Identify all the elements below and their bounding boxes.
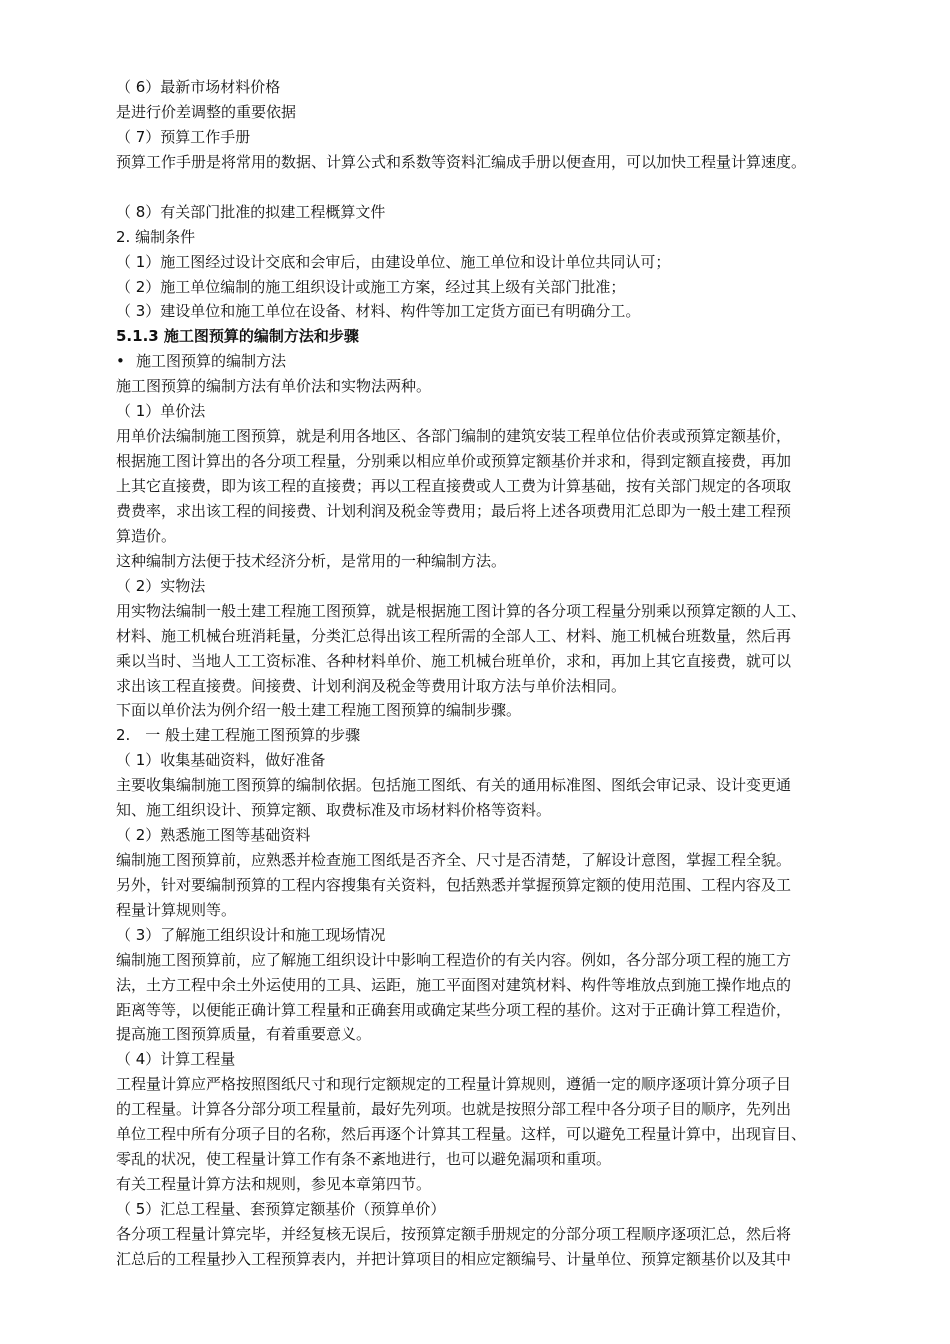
text-line: 下面以单价法为例介绍一般土建工程施工图预算的编制步骤。 (116, 701, 522, 719)
text-line: 上其它直接费，即为该工程的直接费；再以工程直接费或人工费为计算基础，按有关部门规定的各项取 (116, 477, 792, 495)
text-line: （ 8）有关部门批准的拟建工程概算文件 (116, 203, 386, 221)
text-line: 知、施工组织设计、预算定额、取费标准及市场材料价格等资料。 (116, 801, 552, 819)
text-line: 编制施工图预算前，应了解施工组织设计中影响工程造价的有关内容。例如，各分部分项工程的施工方 (116, 951, 792, 969)
text-line: 各分项工程量计算完毕，并经复核无误后，按预算定额手册规定的分部分项工程顺序逐项汇总，然后将 (116, 1225, 792, 1243)
text-line: 单位工程中所有分项子目的名称，然后再逐个计算其工程量。这样，可以避免工程量计算中，出现盲目、 (116, 1125, 807, 1143)
text-line: 材料、施工机械台班消耗量，分类汇总得出该工程所需的全部人工、材料、施工机械台班数量，然后再 (116, 627, 792, 645)
bullet-item (116, 351, 286, 371)
text-line: 另外，针对要编制预算的工程内容搜集有关资料，包括熟悉并掌握预算定额的使用范围、工程内容及工 (116, 876, 792, 894)
text-line: 主要收集编制施工图预算的编制依据。包括施工图纸、有关的通用标准图、图纸会审记录、设计变更通 (116, 776, 792, 794)
text-line: 距离等等，以便能正确计算工程量和正确套用或确定某些分项工程的基价。这对于正确计算工程造价， (116, 1001, 792, 1019)
text-line: （ 1）单价法 (116, 402, 206, 420)
text-line: （ 2）实物法 (116, 577, 206, 595)
text-line: 程量计算规则等。 (116, 901, 237, 919)
text-line: （ 3）建设单位和施工单位在设备、材料、构件等加工定货方面已有明确分工。 (116, 302, 641, 320)
text-line: （ 1）施工图经过设计交底和会审后，由建设单位、施工单位和设计单位共同认可； (116, 253, 671, 271)
text-line: （ 3）了解施工组织设计和施工现场情况 (116, 926, 386, 944)
text-line: （ 2）熟悉施工图等基础资料 (116, 826, 311, 844)
text-line: 求出该工程直接费。间接费、计划利润及税金等费用计取方法与单价法相同。 (116, 677, 627, 695)
text-line: 2. 一 般土建工程施工图预算的步骤 (116, 726, 361, 744)
text-line: 根据施工图计算出的各分项工程量，分别乘以相应单价或预算定额基价并求和，得到定额直接费，再加 (116, 452, 792, 470)
text-line: 是进行价差调整的重要依据 (116, 103, 297, 121)
text-line: （ 5）汇总工程量、套预算定额基价（预算单价） (116, 1200, 446, 1218)
text-line: 费费率，求出该工程的间接费、计划利润及税金等费用；最后将上述各项费用汇总即为一般土建工程预 (116, 502, 792, 520)
text-line: 汇总后的工程量抄入工程预算表内，并把计算项目的相应定额编号、计量单位、预算定额基价以及其中 (116, 1250, 792, 1268)
text-line: 乘以当时、当地人工工资标准、各种材料单价、施工机械台班单价，求和，再加上其它直接费，就可以 (116, 652, 792, 670)
text-line: （ 6）最新市场材料价格 (116, 78, 281, 96)
text-line: （ 1）收集基础资料，做好准备 (116, 751, 326, 769)
text-line: 预算工作手册是将常用的数据、计算公式和系数等资料汇编成手册以便查用，可以加快工程量计算速度。 (116, 153, 807, 171)
text-line: （ 7）预算工作手册 (116, 128, 251, 146)
text-line: 的工程量。计算各分部分项工程量前，最好先列项。也就是按照分部工程中各分项子目的顺序，先列出 (116, 1100, 792, 1118)
text-line: 用单价法编制施工图预算，就是利用各地区、各部门编制的建筑安装工程单位估价表或预算定额基价， (116, 427, 792, 445)
text-line: 这种编制方法便于技术经济分析，是常用的一种编制方法。 (116, 552, 507, 570)
text-line: 2. 编制条件 (116, 228, 196, 246)
bullet-text: 施工图预算的编制方法 (136, 352, 287, 370)
text-line: 提高施工图预算质量，有着重要意义。 (116, 1025, 372, 1043)
text-line: 工程量计算应严格按照图纸尺寸和现行定额规定的工程量计算规则，遵循一定的顺序逐项计算分项子目 (116, 1075, 792, 1093)
text-line: 算造价。 (116, 527, 177, 545)
text-line: 用实物法编制一般土建工程施工图预算，就是根据施工图计算的各分项工程量分别乘以预算定额的人工、 (116, 602, 807, 620)
text-line: 零乱的状况，使工程量计算工作有条不紊地进行，也可以避免漏项和重项。 (116, 1150, 612, 1168)
text-line: （ 4）计算工程量 (116, 1050, 236, 1068)
text-line: （ 2）施工单位编制的施工组织设计或施工方案，经过其上级有关部门批准； (116, 278, 626, 296)
text-line: 施工图预算的编制方法有单价法和实物法两种。 (116, 377, 432, 395)
text-line: 编制施工图预算前，应熟悉并检查施工图纸是否齐全、尺寸是否清楚，了解设计意图，掌握工程全貌。 (116, 851, 792, 869)
text-line: 有关工程量计算方法和规则，参见本章第四节。 (116, 1175, 432, 1193)
text-line: 法，土方工程中余土外运使用的工具、运距，施工平面图对建筑材料、构件等堆放点到施工操作地点的 (116, 976, 792, 994)
bullet-marker: • (116, 352, 125, 370)
section-heading: 5.1.3 施工图预算的编制方法和步骤 (116, 327, 359, 345)
